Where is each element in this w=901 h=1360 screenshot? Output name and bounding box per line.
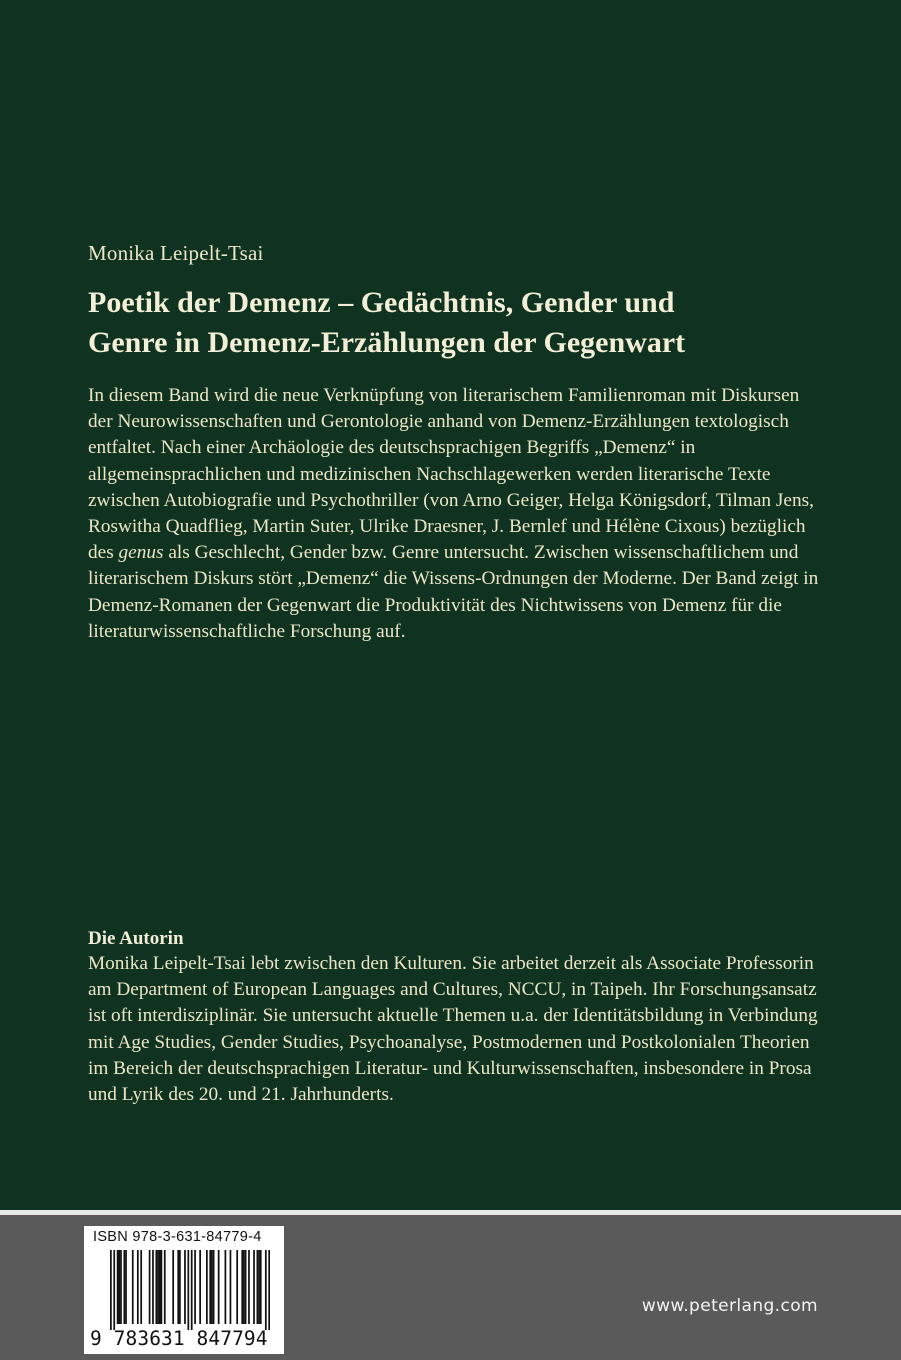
barcode-bar (172, 1250, 174, 1324)
barcode-bar (209, 1250, 211, 1324)
barcode-bar (257, 1250, 259, 1324)
barcode-bar (268, 1250, 270, 1330)
barcode-bar (245, 1250, 247, 1324)
barcode-bar (164, 1250, 166, 1324)
barcode-bar (113, 1250, 115, 1330)
barcode-bar (243, 1250, 245, 1324)
barcode-graphic (110, 1250, 270, 1330)
barcode-bar (194, 1250, 196, 1324)
barcode-bar (159, 1250, 161, 1324)
barcode-bar (258, 1250, 260, 1324)
book-title (88, 283, 848, 363)
barcode-bar (157, 1250, 159, 1324)
blurb-part-2: als Geschlecht, Gender bzw. Genre untersucht. Zwischen wissenschaftlichem und literarischem Diskurs stört „Demenz“ die Wissens-Ordnungen der Moderne. Der Band zeigt in Demenz-Romanen der Gegenwart die Produktivität des Nichtwissens von Demenz für die literaturwissenschaftliche Forschung auf. (88, 542, 819, 642)
barcode-bar (123, 1250, 125, 1324)
isbn-label: ISBN 978-3-631-84779-4 (93, 1229, 262, 1245)
barcode-bar (213, 1250, 215, 1324)
barcode-bar (110, 1250, 112, 1330)
blurb-part-1: In diesem Band wird die neue Verknüpfung von literarischem Familienroman mit Diskursen der Neurowissenschaften und Gerontologie anhand von Demenz-Erzählungen textologisch entfaltet. Nach einer Archäologie des deutschsprachigen Begriffs „Demenz“ in allgemeinsprachlichen und medizinischen Nachschlagewerken werden literarische Texte zwischen Autobiografie und Psychothriller (von Arno Geiger, Helga Königsdorf, Tilman Jens, Roswitha Quadflieg, Martin Suter, Ulrike Draesner, J. Bernlef und Hélène Cixous) bezüglich des (88, 385, 814, 564)
barcode-bar (260, 1250, 262, 1324)
book-blurb (88, 383, 828, 645)
barcode-bar (265, 1250, 267, 1330)
blurb-italic: genus (118, 542, 164, 564)
barcode-bar (177, 1250, 179, 1324)
about-author-text: Monika Leipelt-Tsai lebt zwischen den Kulturen. Sie arbeitet derzeit als Associate Professorin am Department of European Languages and Cultures, NCCU, in Taipeh. Ihr Forschungsansatz ist oft interdisziplinär. Sie untersucht aktuelle Themen u.a. der Identitätsbildung in Verbindung mit Age Studies, Gender Studies, Psychoanalyse, Postmodernen und Postkolonialen Theorien im Bereich der deutschsprachigen Literatur- und Kulturwissenschaften, insbesondere in Prosa und Lyrik des 20. und 21. Jahrhunderts. (88, 953, 818, 1106)
barcode-bar (149, 1250, 151, 1324)
barcode-bar (230, 1250, 232, 1324)
about-author-heading: Die Autorin (88, 928, 184, 949)
barcode-bar (225, 1250, 227, 1324)
barcode-bar (125, 1250, 127, 1324)
barcode-panel (84, 1226, 284, 1354)
barcode-bar (152, 1250, 154, 1324)
author-name: Monika Leipelt-Tsai (88, 241, 264, 265)
barcode-bar (120, 1250, 122, 1324)
barcode-bar (211, 1250, 213, 1324)
barcode-bar (179, 1250, 181, 1324)
barcode-bar (187, 1250, 189, 1330)
title-line-2: Genre in Demenz-Erzählungen der Gegenwart (88, 326, 686, 359)
barcode-bar (155, 1250, 157, 1324)
barcode-bar (132, 1250, 134, 1324)
title-line-1: Poetik der Demenz – Gedächtnis, Gender und (88, 286, 675, 319)
barcode-bar (191, 1250, 193, 1330)
barcode-digits: 9 783631 847794 (90, 1327, 268, 1350)
barcode-bar (137, 1250, 139, 1324)
barcode-bar (241, 1250, 243, 1324)
barcode-bar (140, 1250, 142, 1324)
barcode-bar (199, 1250, 201, 1324)
barcode-bar (206, 1250, 208, 1324)
barcode-bar (117, 1250, 119, 1324)
barcode-bar (161, 1250, 163, 1324)
barcode-bar (118, 1250, 120, 1324)
barcode-bar (184, 1250, 186, 1324)
publisher-website: www.peterlang.com (641, 1296, 818, 1316)
barcode-bar (248, 1250, 250, 1324)
barcode-bar (236, 1250, 238, 1324)
barcode-bar (218, 1250, 220, 1324)
barcode-bar (253, 1250, 255, 1324)
